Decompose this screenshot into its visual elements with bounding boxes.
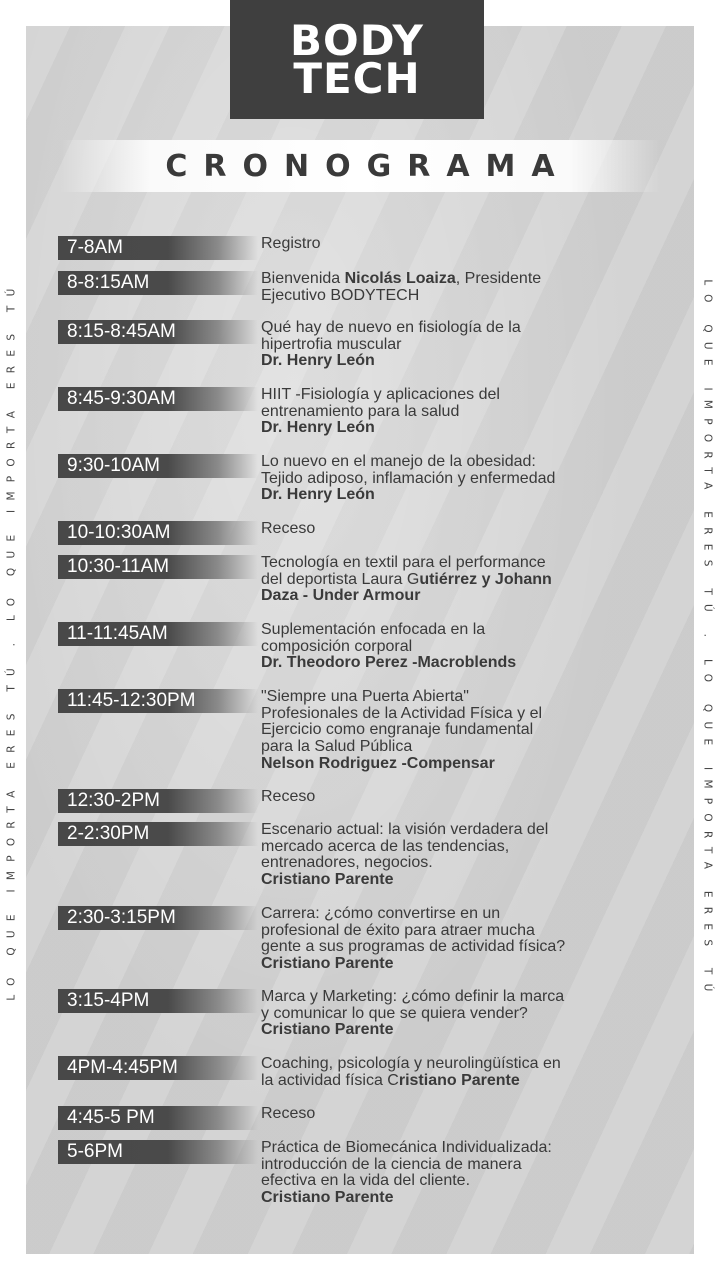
- session-description: [261, 271, 666, 304]
- time-label: 3:15-4PM: [58, 989, 258, 1013]
- time-label: 4:45-5 PM: [58, 1106, 258, 1130]
- bodytech-logo: [230, 0, 484, 119]
- description-line: [261, 1073, 666, 1090]
- session-description: [261, 906, 666, 973]
- left-side-text: [0, 0, 24, 1280]
- description-line: Dr. Henry León: [261, 352, 375, 370]
- session-description: [261, 1140, 666, 1207]
- description-line: Cristiano Parente: [261, 1189, 394, 1207]
- description-line: Práctica de Biomecánica Individualizada:: [261, 1139, 552, 1156]
- description-line: "Siempre una Puerta Abierta": [261, 688, 469, 705]
- time-label: 12:30-2PM: [58, 789, 258, 813]
- description-line: Ejercicio como engranaje fundamental: [261, 721, 534, 739]
- page-title: CRONOGRAMA: [165, 148, 571, 184]
- description-line: y comunicar lo que se quiera vender?: [261, 1004, 528, 1022]
- session-description: [261, 555, 666, 605]
- description-line: Lo nuevo en el manejo de la obesidad:: [261, 453, 536, 470]
- session-description: [261, 1106, 666, 1123]
- description-line: Receso: [261, 788, 316, 805]
- description-line: efectiva en la vida del cliente.: [261, 1172, 471, 1190]
- session-description: [261, 989, 666, 1039]
- description-line: entrenadores, negocios.: [261, 854, 433, 872]
- description-line: Tejido adiposo, inflamación y enfermedad: [261, 469, 556, 487]
- time-label: 4PM-4:45PM: [58, 1056, 258, 1080]
- session-description: [261, 454, 666, 504]
- time-label: 8:45-9:30AM: [58, 387, 258, 411]
- description-line: Dr. Henry León: [261, 419, 375, 437]
- description-line: gente a sus programas de actividad física?: [261, 938, 566, 956]
- description-line: para la Salud Pública: [261, 738, 413, 756]
- line-text: , Presidente: [455, 270, 542, 287]
- description-line: mercado acerca de las tendencias,: [261, 837, 510, 855]
- description-line: [261, 271, 666, 288]
- time-label: 8:15-8:45AM: [58, 320, 258, 344]
- time-label: 5-6PM: [58, 1140, 258, 1164]
- time-label: 11-11:45AM: [58, 622, 258, 646]
- line-text: del deportista Laura G: [261, 570, 420, 588]
- description-line: [261, 572, 666, 589]
- description-line: Carrera: ¿cómo convertirse en un: [261, 905, 501, 922]
- title-banner: [60, 140, 660, 192]
- description-line: Profesionales de la Actividad Física y el: [261, 704, 543, 722]
- time-label: 11:45-12:30PM: [58, 689, 258, 713]
- description-line: Suplementación enfocada en la: [261, 621, 486, 638]
- line-text: Bienvenida: [261, 270, 345, 287]
- session-description: [261, 822, 666, 889]
- speaker-name: Nicolás Loaiza: [344, 270, 456, 287]
- description-line: Ejecutivo BODYTECH: [261, 286, 420, 304]
- description-line: Receso: [261, 1105, 316, 1122]
- time-label: 2:30-3:15PM: [58, 906, 258, 930]
- session-description: [261, 1056, 666, 1089]
- side-text-right: LO QUE IMPORTA ERES TÚ . LO QUE IMPORTA ERES TÚ: [702, 279, 715, 1001]
- session-description: [261, 622, 666, 672]
- session-description: [261, 521, 666, 538]
- description-line: Marca y Marketing: ¿cómo definir la marca: [261, 988, 565, 1005]
- session-description: [261, 387, 666, 437]
- description-line: composición corporal: [261, 637, 413, 655]
- description-line: entrenamiento para la salud: [261, 402, 460, 420]
- time-label: 10-10:30AM: [58, 521, 258, 545]
- description-line: Cristiano Parente: [261, 955, 394, 973]
- session-description: [261, 689, 666, 773]
- description-line: introducción de la ciencia de manera: [261, 1155, 522, 1173]
- time-label: 10:30-11AM: [58, 555, 258, 579]
- description-line: Coaching, psicología y neurolingüística en: [261, 1055, 561, 1072]
- description-line: Cristiano Parente: [261, 1021, 394, 1039]
- time-label: 8-8:15AM: [58, 271, 258, 295]
- time-label: 7-8AM: [58, 236, 258, 260]
- description-line: Dr. Theodoro Perez -Macroblends: [261, 654, 517, 672]
- description-line: Registro: [261, 235, 321, 252]
- description-line: Daza - Under Armour: [261, 587, 421, 605]
- description-line: Escenario actual: la visión verdadera del: [261, 821, 549, 838]
- logo-line-2: TECH: [293, 53, 421, 103]
- session-description: [261, 789, 666, 806]
- logo-line-1: BODY: [290, 15, 424, 65]
- description-line: profesional de éxito para atraer mucha: [261, 921, 535, 939]
- description-line: Receso: [261, 520, 316, 537]
- session-description: [261, 320, 666, 370]
- description-line: Cristiano Parente: [261, 871, 394, 889]
- line-text: la actividad física C: [261, 1071, 399, 1089]
- side-text-left: LO QUE IMPORTA ERES TÚ . LO QUE IMPORTA ERES TÚ: [6, 279, 19, 1001]
- speaker-name: ristiano Parente: [398, 1071, 520, 1089]
- description-line: Qué hay de nuevo en fisiología de la: [261, 319, 521, 336]
- session-description: [261, 236, 666, 253]
- speaker-name: utiérrez y Johann: [419, 570, 552, 588]
- description-line: Dr. Henry León: [261, 486, 375, 504]
- description-line: Nelson Rodriguez -Compensar: [261, 754, 495, 772]
- right-side-text: [696, 0, 720, 1280]
- time-label: 2-2:30PM: [58, 822, 258, 846]
- description-line: HIIT -Fisiología y aplicaciones del: [261, 386, 500, 403]
- time-label: 9:30-10AM: [58, 454, 258, 478]
- description-line: hipertrofia muscular: [261, 335, 402, 353]
- description-line: Tecnología en textil para el performance: [261, 554, 546, 571]
